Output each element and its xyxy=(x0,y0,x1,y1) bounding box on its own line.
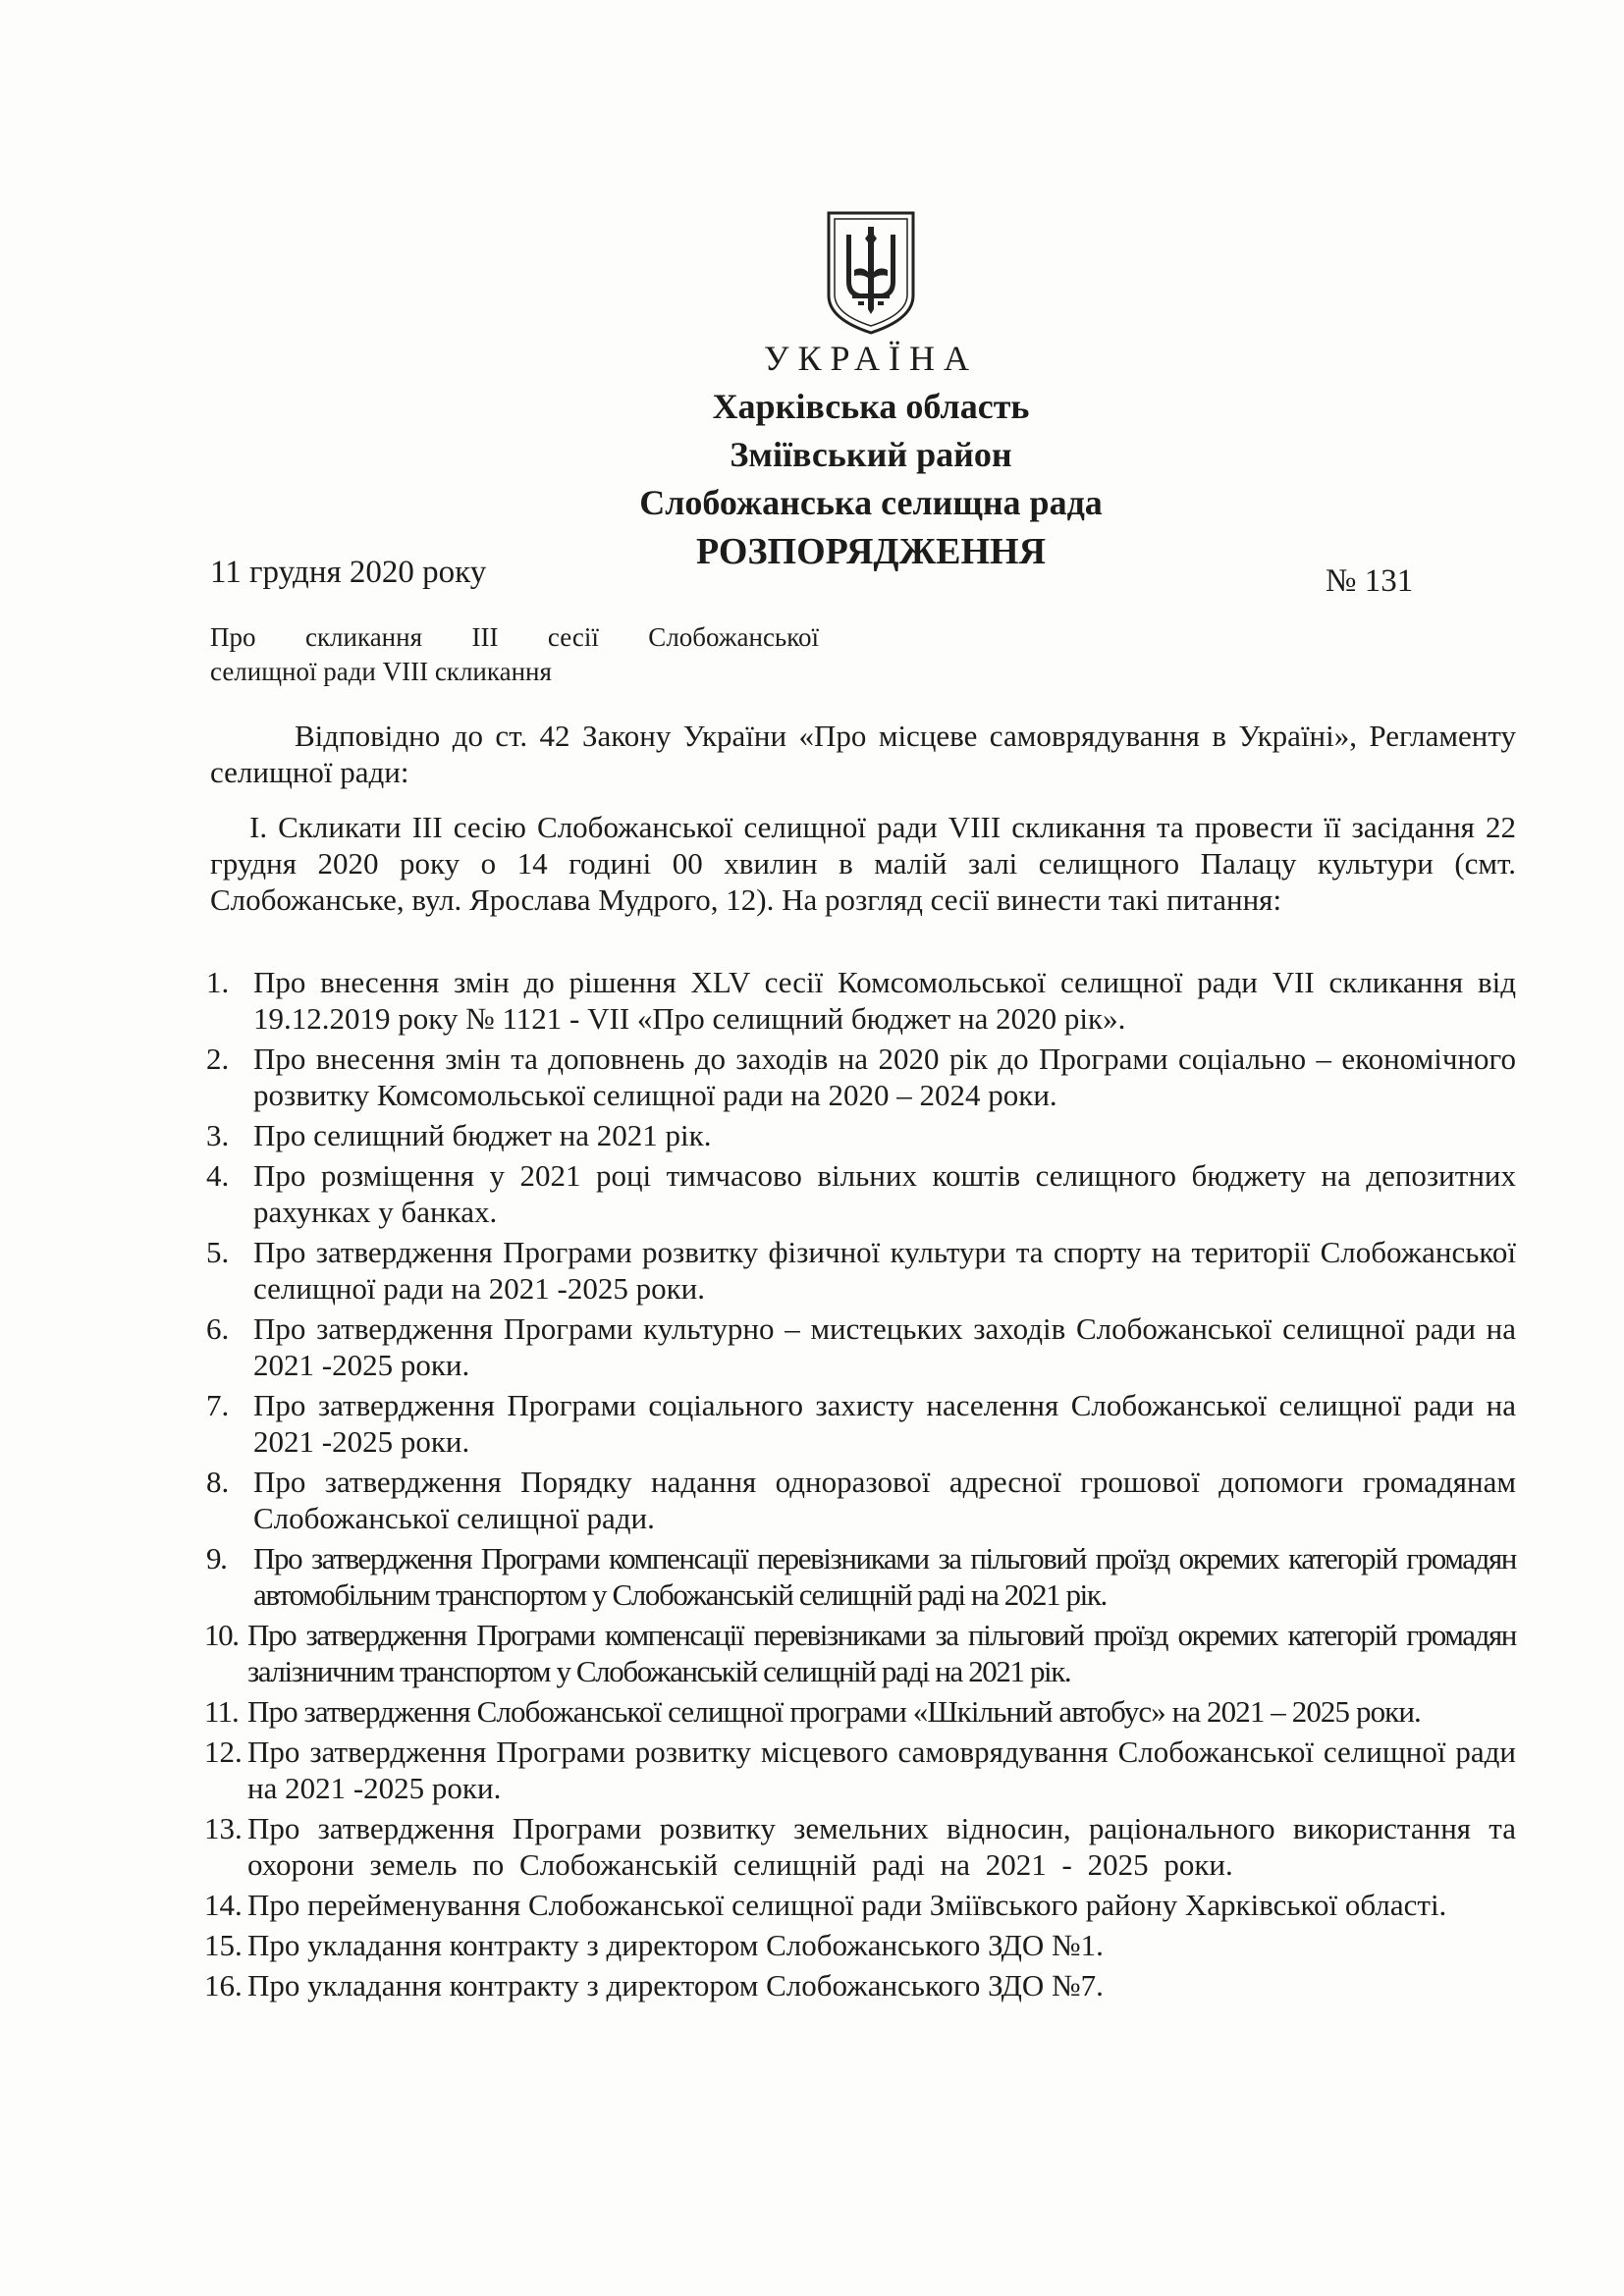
agenda-item-number: 7. xyxy=(206,1388,230,1422)
agenda-item-number: 13. xyxy=(204,1811,243,1845)
agenda-item-number: 4. xyxy=(206,1158,230,1193)
agenda-item-text: Про затвердження Програми соціального захисту населення Слобожанської селищної ради на 2021 -2025 роки. xyxy=(253,1388,1516,1459)
agenda-item-number: 2. xyxy=(206,1041,230,1076)
agenda-item xyxy=(204,1810,1516,1883)
preamble-paragraph: Відповідно до ст. 42 Закону України «Про місцеве самоврядування в Україні», Регламенту селищної ради: xyxy=(210,719,1516,789)
agenda-item-text: Про укладання контракту з директором Слобожанського ЗДО №7. xyxy=(247,1968,1104,2002)
agenda-item-text: Про укладання контракту з директором Слобожанського ЗДО №1. xyxy=(247,1928,1104,1962)
agenda-item xyxy=(204,1887,1516,1923)
agenda-item-number: 3. xyxy=(206,1118,230,1152)
subject-line-2: селищної ради VIII скликання xyxy=(210,657,552,686)
agenda-item-text: Про затвердження Програми компенсації перевізниками за пільговий проїзд окремих категорій громадян автомобільним транспортом у Слобожанській селищній раді на 2021 рік. xyxy=(253,1541,1516,1612)
agenda-item xyxy=(204,1927,1516,1963)
subject-line-1: Про скликання III сесії Слобожанської xyxy=(210,622,819,652)
agenda-item-number: 5. xyxy=(206,1235,230,1269)
agenda-item xyxy=(204,1693,1516,1730)
section-one-paragraph: І. Скликати ІІІ сесію Слобожанської селищної ради VIII скликання та провести її засідання 22 грудня 2020 року о 14 годині 00 хвилин в малій залі селищного Палацу культури (смт. Слобожанське, вул. Ярослава Мудрого, 12). На розгляд сесії винести такі питання: xyxy=(210,810,1516,917)
region-title: Харківська область xyxy=(712,387,1030,426)
document-type-title: РОЗПОРЯДЖЕННЯ xyxy=(695,531,1047,572)
agenda-item-text: Про затвердження Програми компенсації перевізниками за пільговий проїзд окремих категорій громадян залізничним транспортом у Слобожанській селищній раді на 2021 рік. xyxy=(247,1618,1516,1688)
district-title: Зміївський район xyxy=(730,435,1012,474)
agenda-item-text: Про затвердження Програми культурно – мистецьких заходів Слобожанської селищної ради на 2021 -2025 роки. xyxy=(253,1311,1516,1382)
agenda-item xyxy=(206,964,1516,1037)
agenda-item-number: 16. xyxy=(204,1968,243,2002)
agenda-item xyxy=(206,1157,1516,1230)
agenda-item-text: Про розміщення у 2021 році тимчасово вільних коштів селищного бюджету на депозитних рахунках у банках. xyxy=(253,1158,1516,1229)
council-title: Слобожанська селищна рада xyxy=(639,483,1103,522)
agenda-item xyxy=(206,1464,1516,1536)
agenda-item xyxy=(204,1967,1516,2003)
agenda-item xyxy=(204,1617,1516,1689)
agenda-item-text: Про затвердження Слобожанської селищної програми «Шкільний автобус» на 2021 – 2025 роки. xyxy=(247,1694,1421,1729)
document-subject xyxy=(210,620,819,689)
agenda-item-number: 9. xyxy=(206,1541,227,1575)
agenda-item xyxy=(204,1734,1516,1806)
agenda-item xyxy=(206,1310,1516,1383)
agenda-item-text: Про затвердження Порядку надання одноразової адресної грошової допомоги громадянам Слобожанської селищної ради. xyxy=(253,1465,1516,1535)
agenda-item-text: Про затвердження Програми розвитку місцевого самоврядування Слобожанської селищної ради на 2021 -2025 роки. xyxy=(247,1735,1516,1805)
agenda-item-text: Про внесення змін та доповнень до заходів на 2020 рік до Програми соціально – економічного розвитку Комсомольської селищної ради на 2020 – 2024 роки. xyxy=(253,1041,1516,1112)
agenda-item xyxy=(206,1387,1516,1460)
agenda-list xyxy=(204,964,1516,2007)
agenda-item xyxy=(206,1041,1516,1113)
agenda-item-text: Про внесення змін до рішення XLV сесії Комсомольської селищної ради VII скликання від 19.12.2019 року № 1121 - VII «Про селищний бюджет на 2020 рік». xyxy=(253,965,1516,1036)
document-number: № 131 xyxy=(1326,563,1414,599)
agenda-item xyxy=(206,1540,1516,1613)
agenda-item-text: Про затвердження Програми розвитку фізичної культури та спорту на території Слобожанської селищної ради на 2021 -2025 роки. xyxy=(253,1235,1516,1306)
agenda-item xyxy=(206,1234,1516,1307)
country-title: УКРАЇНА xyxy=(764,339,978,378)
agenda-item-number: 15. xyxy=(204,1928,243,1962)
agenda-item-number: 10. xyxy=(204,1618,239,1652)
agenda-item-number: 14. xyxy=(204,1888,243,1922)
agenda-item-text: Про затвердження Програми розвитку земельних відносин, раціонального використання та охорони земель по Слобожанській селищній раді на 2021 - 2025 роки. xyxy=(247,1811,1516,1882)
agenda-item-number: 11. xyxy=(204,1694,239,1729)
coat-of-arms-icon xyxy=(825,209,917,337)
agenda-item xyxy=(206,1117,1516,1153)
agenda-item-text: Про перейменування Слобожанської селищної ради Зміївського району Харківської області. xyxy=(247,1888,1447,1922)
agenda-item-number: 8. xyxy=(206,1465,230,1499)
document-date: 11 грудня 2020 року xyxy=(210,555,487,590)
agenda-item-text: Про селищний бюджет на 2021 рік. xyxy=(253,1118,712,1152)
agenda-item-number: 6. xyxy=(206,1311,230,1346)
agenda-item-number: 12. xyxy=(204,1735,243,1769)
agenda-item-number: 1. xyxy=(206,965,230,999)
